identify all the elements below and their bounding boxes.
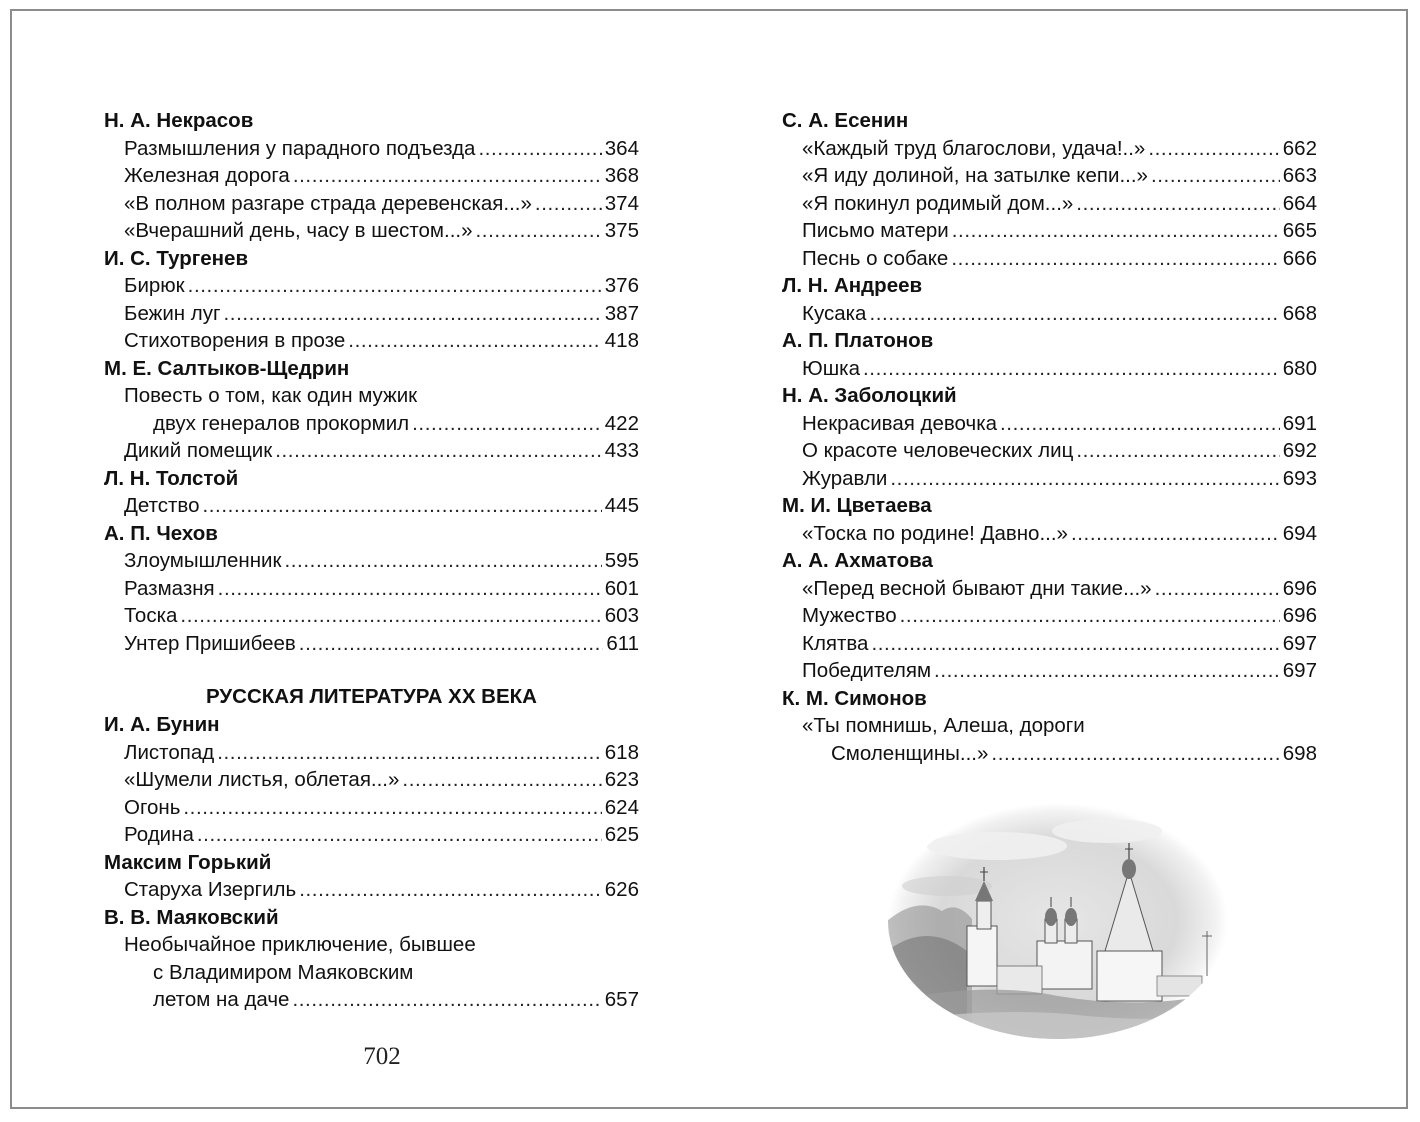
- entry-title: Железная дорога: [124, 164, 290, 187]
- author-heading: А. П. Чехов: [104, 521, 218, 545]
- entry-page: 445: [604, 494, 639, 517]
- dot-leader: [180, 602, 601, 630]
- entry-title: Огонь: [124, 795, 181, 819]
- dot-leader: [890, 465, 1279, 493]
- entry-title: «Я покинул родимый дом...»: [802, 191, 1074, 215]
- entry-title: Детство: [124, 494, 200, 517]
- toc-entry[interactable]: [782, 575, 1317, 603]
- toc-entry[interactable]: [782, 162, 1317, 190]
- author-heading: А. А. Ахматова: [782, 549, 933, 572]
- dot-leader: [217, 739, 602, 767]
- entry-title: Стихотворения в прозе: [124, 329, 346, 352]
- dot-leader: [202, 492, 601, 520]
- dot-leader: [224, 300, 602, 328]
- toc-entry[interactable]: [782, 410, 1317, 438]
- author-heading: М. И. Цветаева: [782, 494, 932, 517]
- dot-leader: [292, 986, 601, 1014]
- author-heading: Л. Н. Толстой: [104, 466, 239, 490]
- entry-title: Размышления у парадного подъезда: [124, 136, 476, 160]
- entry-page: 697: [1282, 659, 1317, 682]
- entry-page: 618: [604, 740, 639, 764]
- entry-page: 696: [1282, 576, 1317, 600]
- entry-title: Бежин луг: [124, 301, 221, 325]
- toc-entry[interactable]: [782, 245, 1317, 273]
- entry-title: «В полном разгаре страда деревенская...»: [124, 191, 532, 215]
- entry-page: 657: [604, 988, 639, 1011]
- dot-leader: [991, 740, 1279, 768]
- entry-title: Юшка: [802, 356, 860, 380]
- toc-entry[interactable]: [104, 986, 639, 1014]
- toc-entry[interactable]: [104, 190, 639, 218]
- book-page: [10, 9, 1408, 1109]
- entry-page: 374: [604, 191, 639, 215]
- dot-leader: [412, 410, 602, 438]
- entry-title: «Каждый труд благослови, удача!..»: [802, 136, 1146, 160]
- entry-page: 376: [604, 274, 639, 297]
- dot-leader: [951, 245, 1279, 273]
- dot-leader: [1155, 575, 1280, 603]
- toc-entry[interactable]: [104, 327, 639, 355]
- entry-title-line[interactable]: Необычайное приключение, бывшее: [124, 933, 476, 956]
- dot-leader: [1071, 520, 1280, 548]
- entry-title: летом на даче: [153, 988, 290, 1011]
- entry-title: Злоумышленник: [124, 549, 282, 572]
- author-heading: Максим Горький: [104, 850, 272, 874]
- toc-entry[interactable]: [104, 272, 639, 300]
- toc-entry[interactable]: [104, 162, 639, 190]
- toc-entry[interactable]: [782, 217, 1317, 245]
- toc-entry[interactable]: [104, 575, 639, 603]
- dot-leader: [478, 135, 601, 163]
- entry-page: 368: [604, 164, 639, 187]
- entry-title: Журавли: [802, 466, 888, 490]
- dot-leader: [1000, 410, 1280, 438]
- entry-title: Дикий помещик: [124, 439, 273, 462]
- dot-leader: [197, 821, 602, 849]
- entry-page: 601: [604, 576, 639, 600]
- entry-page: 694: [1282, 521, 1317, 545]
- dot-leader: [183, 794, 601, 822]
- entry-page: 697: [1282, 631, 1317, 655]
- entry-page: 623: [604, 768, 639, 791]
- entry-page: 611: [606, 631, 639, 655]
- toc-entry[interactable]: [782, 465, 1317, 493]
- entry-page: 665: [1282, 219, 1317, 242]
- entry-page: 662: [1282, 136, 1317, 160]
- toc-entry[interactable]: [104, 821, 639, 849]
- toc-entry[interactable]: [104, 135, 639, 163]
- dot-leader: [934, 657, 1280, 685]
- author-heading: К. М. Симонов: [782, 686, 927, 710]
- section-heading-text: РУССКАЯ ЛИТЕРАТУРА XX ВЕКА: [206, 685, 537, 708]
- author-heading: Н. А. Некрасов: [104, 109, 254, 132]
- dot-leader: [952, 217, 1280, 245]
- toc-entry[interactable]: [104, 437, 639, 465]
- toc-entry[interactable]: [782, 657, 1317, 685]
- toc-entry[interactable]: [104, 766, 639, 794]
- author-heading: И. А. Бунин: [104, 713, 220, 736]
- toc-entry[interactable]: [782, 135, 1317, 163]
- entry-page: 624: [604, 795, 639, 819]
- toc-entry[interactable]: [782, 602, 1317, 630]
- entry-page: 603: [604, 604, 639, 627]
- toc-entry[interactable]: [104, 602, 639, 630]
- entry-page: 666: [1282, 246, 1317, 270]
- dot-leader: [293, 162, 602, 190]
- entry-title-line[interactable]: с Владимиром Маяковским: [153, 960, 414, 984]
- entry-title: «Перед весной бывают дни такие...»: [802, 576, 1152, 600]
- dot-leader: [348, 327, 602, 355]
- entry-title: Тоска: [124, 604, 178, 627]
- entry-page: 375: [604, 219, 639, 242]
- entry-title: Клятва: [802, 631, 869, 655]
- toc-entry[interactable]: [104, 217, 639, 245]
- entry-title: Песнь о собаке: [802, 246, 949, 270]
- author-heading: В. В. Маяковский: [104, 905, 279, 929]
- entry-page: 691: [1282, 411, 1317, 435]
- dot-leader: [863, 355, 1280, 383]
- dot-leader: [871, 630, 1279, 658]
- entry-title: Победителям: [802, 659, 932, 682]
- dot-leader: [1148, 135, 1279, 163]
- entry-title: двух генералов прокормил: [153, 411, 410, 435]
- author-heading: С. А. Есенин: [782, 109, 909, 132]
- entry-title: «Тоска по родине! Давно...»: [802, 521, 1068, 545]
- toc-entry[interactable]: [104, 876, 639, 904]
- entry-title: Размазня: [124, 576, 215, 600]
- dot-leader: [218, 575, 602, 603]
- toc-entry[interactable]: [104, 410, 639, 438]
- dot-leader: [299, 630, 604, 658]
- entry-title: Кусака: [802, 301, 867, 325]
- entry-title: Старуха Изергиль: [124, 878, 297, 901]
- entry-page: 422: [604, 411, 639, 435]
- dot-leader: [1076, 437, 1279, 465]
- dot-leader: [1151, 162, 1280, 190]
- toc-right-column: [782, 107, 1317, 767]
- toc-entry[interactable]: [104, 739, 639, 767]
- toc-entry[interactable]: [782, 190, 1317, 218]
- entry-title: «Я иду долиной, на затылке кепи...»: [802, 164, 1148, 187]
- entry-page: 680: [1282, 356, 1317, 380]
- entry-page: 698: [1282, 741, 1317, 765]
- author-heading: М. Е. Салтыков-Щедрин: [104, 356, 350, 380]
- entry-page: 433: [604, 439, 639, 462]
- dot-leader: [1076, 190, 1279, 218]
- entry-title: Унтер Пришибеев: [124, 631, 296, 655]
- toc-entry[interactable]: [782, 520, 1317, 548]
- entry-page: 626: [604, 878, 639, 901]
- toc-entry[interactable]: [782, 355, 1317, 383]
- dot-leader: [275, 437, 602, 465]
- toc-entry[interactable]: [782, 630, 1317, 658]
- church-vignette-illustration: [887, 801, 1229, 1041]
- toc-entry[interactable]: [782, 437, 1317, 465]
- entry-page: 696: [1282, 604, 1317, 627]
- toc-entry[interactable]: [782, 740, 1317, 768]
- toc-entry[interactable]: [104, 547, 639, 575]
- toc-entry[interactable]: [104, 300, 639, 328]
- dot-leader: [402, 766, 601, 794]
- page-number: 702: [363, 1043, 401, 1070]
- author-heading: Н. А. Заболоцкий: [782, 384, 957, 407]
- entry-page: 595: [604, 549, 639, 572]
- dot-leader: [900, 602, 1280, 630]
- entry-page: 364: [604, 136, 639, 160]
- entry-title: Мужество: [802, 604, 897, 627]
- dot-leader: [869, 300, 1279, 328]
- dot-leader: [284, 547, 601, 575]
- author-heading: Л. Н. Андреев: [782, 274, 923, 297]
- toc-entry[interactable]: [104, 492, 639, 520]
- entry-title: «Шумели листья, облетая...»: [124, 768, 400, 791]
- toc-entry[interactable]: [782, 300, 1317, 328]
- entry-page: 625: [604, 823, 639, 846]
- entry-title: «Вчерашний день, часу в шестом...»: [124, 219, 473, 242]
- entry-page: 692: [1282, 439, 1317, 462]
- entry-title: Листопад: [124, 740, 215, 764]
- toc-entry[interactable]: [104, 794, 639, 822]
- dot-leader: [535, 190, 602, 218]
- entry-title: Письмо матери: [802, 219, 949, 242]
- entry-title: Некрасивая девочка: [802, 411, 998, 435]
- entry-title: О красоте человеческих лиц: [802, 439, 1074, 462]
- entry-page: 664: [1282, 191, 1317, 215]
- entry-title-line[interactable]: «Ты помнишь, Алеша, дороги: [802, 714, 1085, 737]
- author-heading: А. П. Платонов: [782, 329, 934, 352]
- entry-title: Родина: [124, 823, 194, 846]
- entry-title: Смоленщины...»: [831, 741, 989, 765]
- entry-title: Бирюк: [124, 274, 185, 297]
- entry-page: 693: [1282, 466, 1317, 490]
- author-heading: И. С. Тургенев: [104, 246, 249, 270]
- entry-page: 663: [1282, 164, 1317, 187]
- dot-leader: [476, 217, 602, 245]
- entry-page: 387: [604, 301, 639, 325]
- toc-entry[interactable]: [104, 630, 639, 658]
- entry-title-line[interactable]: Повесть о том, как один мужик: [124, 384, 418, 407]
- toc-left-column: [104, 107, 639, 1014]
- dot-leader: [188, 272, 602, 300]
- dot-leader: [299, 876, 602, 904]
- entry-page: 418: [604, 329, 639, 352]
- section-heading: [104, 657, 639, 711]
- entry-page: 668: [1282, 301, 1317, 325]
